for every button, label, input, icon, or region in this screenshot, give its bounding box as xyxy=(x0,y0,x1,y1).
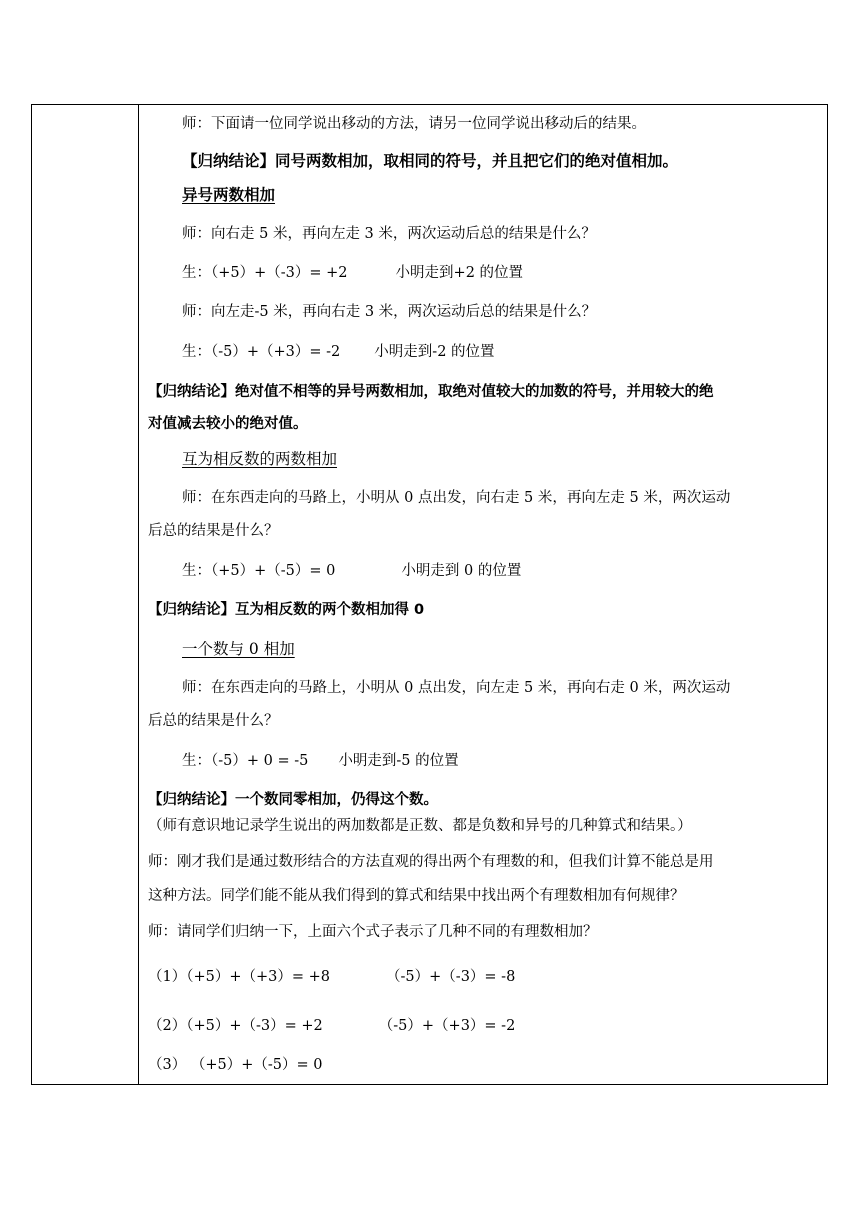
heading-opposite-numbers: 互为相反数的两数相加 xyxy=(182,450,338,468)
case-2-left: （2）（+5）+（-3）= +2 xyxy=(148,1018,323,1034)
student-answer-1 xyxy=(182,263,523,283)
conclusion-opposite-numbers: 【归纳结论】互为相反数的两个数相加得 0 xyxy=(148,602,425,618)
teacher-summary-question: 师：请同学们归纳一下，上面六个式子表示了几种不同的有理数相加？ xyxy=(148,924,598,940)
heading-add-zero: 一个数与 0 相加 xyxy=(182,640,295,658)
student-result-3: 小明走到 0 的位置 xyxy=(401,563,522,579)
case-3: （3） （+5）+（-5）= 0 xyxy=(148,1057,323,1073)
student-equation-1: 生：（+5）+（-3）= +2 xyxy=(182,265,348,281)
teacher-summary-line1: 师：刚才我们是通过数形结合的方法直观的得出两个有理数的和，但我们计算不能总是用 xyxy=(148,854,714,870)
heading-different-sign: 异号两数相加 xyxy=(182,186,276,204)
teacher-line-move-method: 师：下面请一位同学说出移动的方法，请另一位同学说出移动后的结果。 xyxy=(182,116,646,132)
case-1-right: （-5）+（-3）= -8 xyxy=(386,969,516,985)
case-1 xyxy=(148,967,515,987)
teacher-question-2: 师：向左走-5 米，再向右走 3 米，两次运动后总的结果是什么？ xyxy=(182,304,597,320)
case-2 xyxy=(148,1016,515,1036)
column-divider xyxy=(138,104,139,1085)
student-equation-4: 生：（-5）+ 0 = -5 xyxy=(182,753,309,769)
teacher-summary-line2: 这种方法。同学们能不能从我们得到的算式和结果中找出两个有理数相加有何规律？ xyxy=(148,888,685,904)
student-result-2: 小明走到-2 的位置 xyxy=(374,344,495,360)
student-result-1: 小明走到+2 的位置 xyxy=(395,265,524,281)
teacher-question-3-line1: 师：在东西走向的马路上，小明从 0 点出发，向右走 5 米，再向左走 5 米，两次运动 xyxy=(182,490,731,506)
conclusion-different-sign-2: 对值减去较小的绝对值。 xyxy=(148,416,308,432)
conclusion-different-sign-1: 【归纳结论】绝对值不相等的异号两数相加，取绝对值较大的加数的符号，并用较大的绝 xyxy=(148,384,714,400)
student-answer-2 xyxy=(182,342,495,362)
teacher-question-4-line1: 师：在东西走向的马路上，小明从 0 点出发，向左走 5 米，再向右走 0 米，两次运动 xyxy=(182,680,731,696)
student-equation-2: 生：（-5）+（+3）= -2 xyxy=(182,344,341,360)
student-result-4: 小明走到-5 的位置 xyxy=(338,753,459,769)
teacher-note: （师有意识地记录学生说出的两加数都是正数、都是负数和异号的几种算式和结果。） xyxy=(148,818,692,834)
conclusion-add-zero: 【归纳结论】一个数同零相加，仍得这个数。 xyxy=(148,792,438,808)
student-equation-3: 生：（+5）+（-5）= 0 xyxy=(182,563,336,579)
teacher-question-1: 师：向右走 5 米，再向左走 3 米，两次运动后总的结果是什么？ xyxy=(182,226,596,242)
student-answer-4 xyxy=(182,751,459,771)
conclusion-same-sign: 【归纳结论】同号两数相加，取相同的符号，并且把它们的绝对值相加。 xyxy=(182,152,679,170)
student-answer-3 xyxy=(182,561,521,581)
case-2-right: （-5）+（+3）= -2 xyxy=(378,1018,516,1034)
teacher-question-3-line2: 后总的结果是什么？ xyxy=(148,523,279,539)
teacher-question-4-line2: 后总的结果是什么？ xyxy=(148,713,279,729)
case-1-left: （1）（+5）+（+3）= +8 xyxy=(148,969,331,985)
